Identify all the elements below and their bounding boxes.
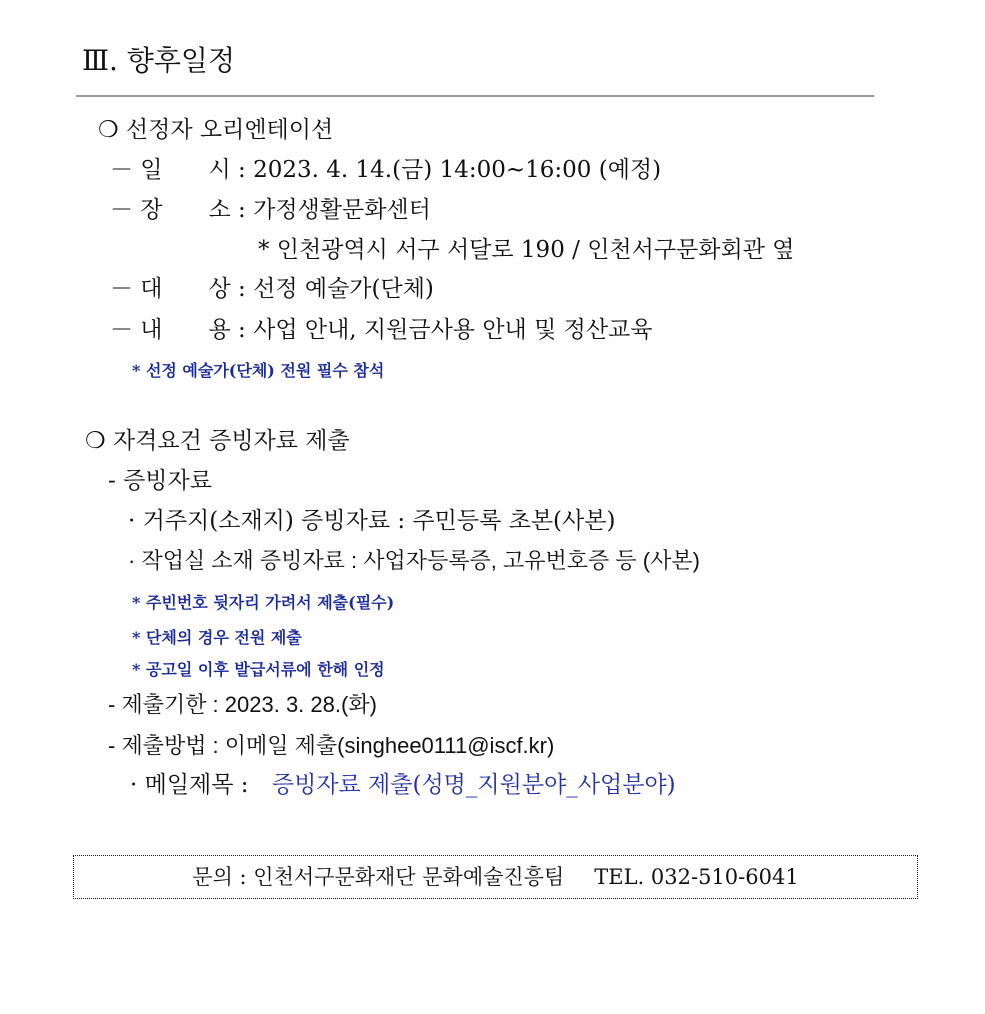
orientation-place: － 장 소 : 가정생활문화센터 [110, 197, 431, 223]
documents-note-id: * 주빈번호 뒷자리 가려서 제출(필수) [132, 593, 395, 612]
submission-method [108, 731, 554, 761]
section-title: Ⅲ. 향후일정 [82, 44, 235, 77]
orientation-heading: ❍ 선정자 오리엔테이션 [98, 117, 334, 143]
document-item-residence: · 거주지(소재지) 증빙자료 : 주민등록 초본(사본) [128, 508, 616, 534]
document-item-workspace: · 작업실 소재 증빙자료 : 사업자등록증, 고유번호증 등 (사본) [128, 548, 700, 573]
submission-deadline: - 제출기한 : 2023. 3. 28.(화) [108, 692, 377, 717]
contact-tel: TEL. 032-510-6041 [594, 865, 799, 889]
mail-subject-value: 증빙자료 제출(성명_지원분야_사업분야) [271, 772, 676, 798]
submission-method-close: ) [547, 733, 555, 758]
documents-heading: ❍ 자격요건 증빙자료 제출 [85, 428, 350, 454]
orientation-target: － 대 상 : 선정 예술가(단체) [110, 276, 434, 302]
orientation-content: － 내 용 : 사업 안내, 지원금사용 안내 및 정산교육 [110, 317, 653, 343]
title-divider [76, 95, 874, 97]
documents-note-date: * 공고일 이후 발급서류에 한해 인정 [132, 660, 385, 679]
orientation-date: － 일 시 : 2023. 4. 14.(금) 14:00~16:00 (예정) [110, 157, 662, 183]
submission-method-label: - 제출방법 : 이메일 제출( [108, 733, 345, 758]
submission-email-link[interactable]: singhee0111@iscf.kr [344, 733, 547, 758]
contact-line [74, 864, 917, 890]
contact-text: 문의 : 인천서구문화재단 문화예술진흥팀 [192, 865, 565, 889]
documents-sub-heading: - 증빙자료 [108, 468, 212, 494]
orientation-address: * 인천광역시 서구 서달로 190 / 인천서구문화회관 옆 [258, 237, 795, 263]
contact-box [73, 855, 918, 899]
mail-subject [130, 770, 676, 800]
documents-note-group: * 단체의 경우 전원 제출 [132, 628, 302, 647]
mail-subject-label: · 메일제목 : [130, 772, 249, 798]
orientation-note: * 선정 예술가(단체) 전원 필수 참석 [132, 361, 385, 380]
